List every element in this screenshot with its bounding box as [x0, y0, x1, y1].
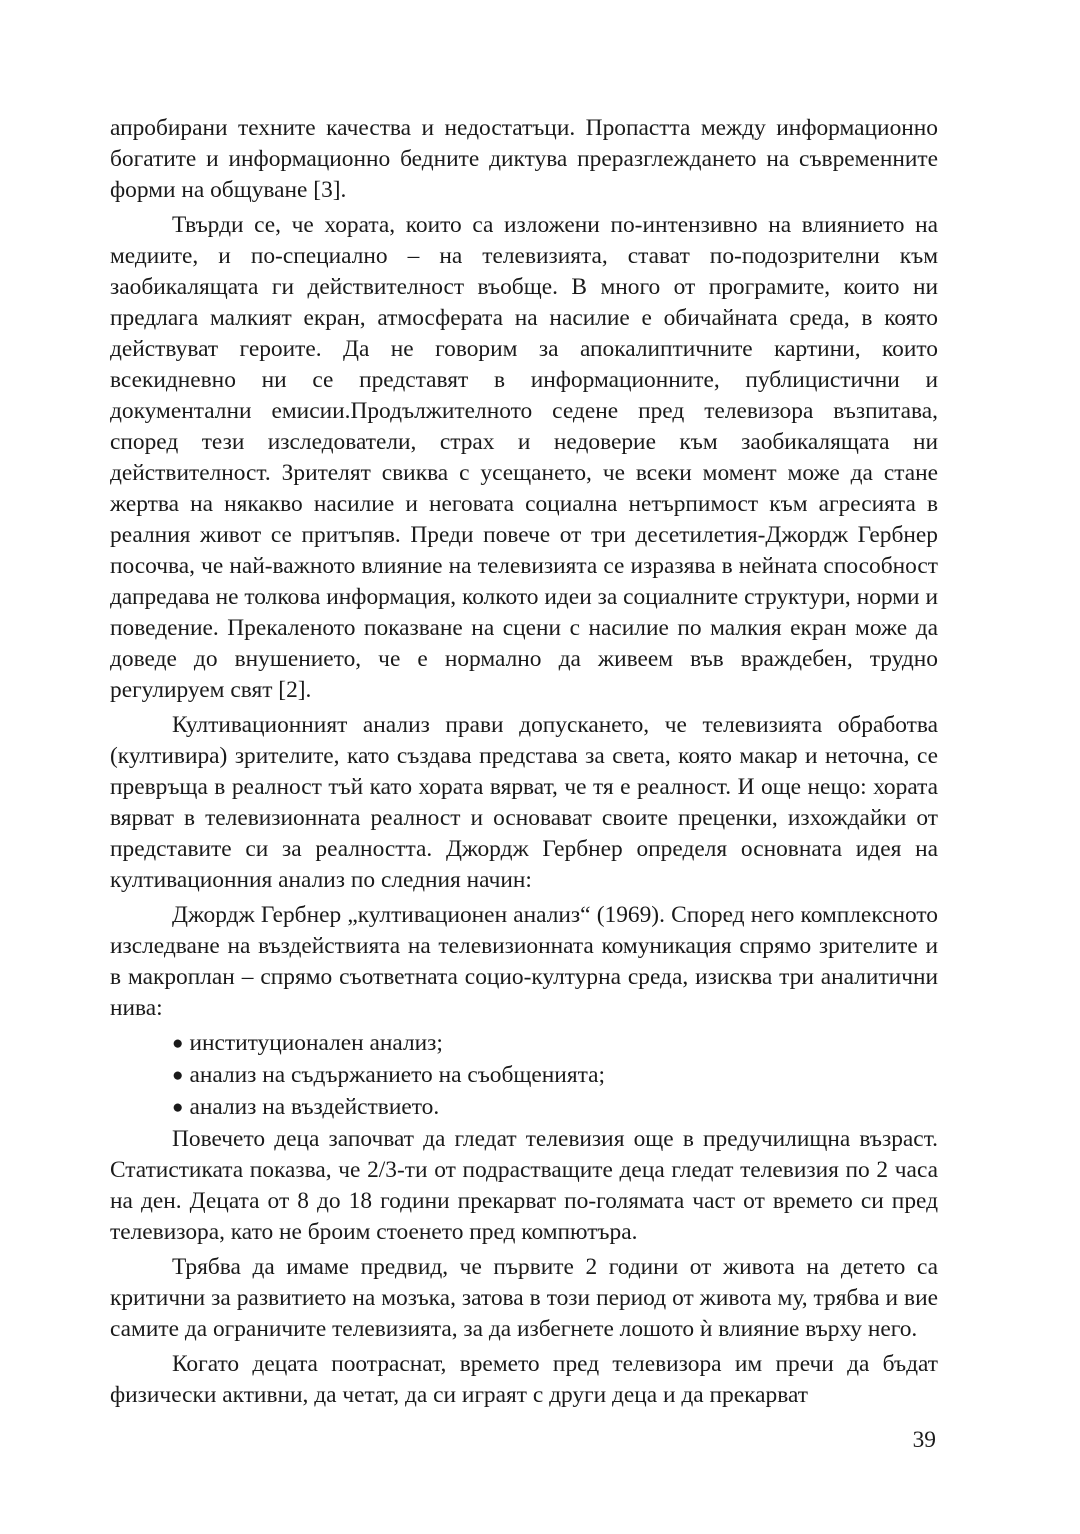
paragraph-cultivation-analysis: Култивационният анализ прави допускането, че телевизията обработва (култивира) зрителите, като създава представа за света, която макар и неточна, се превръща в реалност тъй като хората вярват, че тя е реалност. И още нещо: хората вярват в телевизионната реалност и основават своите преценки, изхождайки от представите си за реалността. Джордж Гербнер определя основната идея на култивационния анализ по следния начин: [110, 712, 938, 893]
list-item: ● институционален анализ; [172, 1028, 938, 1060]
paragraph-older-children: Когато децата поотраснат, времето пред телевизора им пречи да бъдат физически активни, да четат, да си играят с други деца и да прекарват [110, 1351, 938, 1408]
paragraph-first-two-years: Трябва да имаме предвид, че първите 2 години от живота на детето са критични за развитието на мозъка, затова в този период от живота му, трябва и вие самите да ограничите телевизията, за да избегнете лошото ѝ влияние върху него. [110, 1254, 938, 1342]
list-item: ● анализ на въздействието. [172, 1092, 938, 1124]
paragraph-continuation: апробирани техните качества и недостатъци. Пропастта между информационно богатите и информационно бедните диктува преразглеждането на съвременните форми на общуване [3]. [110, 115, 938, 203]
paragraph-gerbner-levels: Джордж Гербнер „култивационен анализ“ (1969). Според него комплексното изследване на въздействията на телевизионната комуникация спрямо зрителите и в макроплан – спрямо съответната социо-културна среда, изисква три аналитични нива: [110, 902, 938, 1021]
list-item: ● анализ на съдържанието на съобщенията; [172, 1060, 938, 1092]
paragraph-children-statistics: Повечето деца започват да гледат телевизия още в предучилищна възраст. Статистиката показва, че 2/3-ти от подрастващите деца гледат телевизия по 2 часа на ден. Децата от 8 до 18 години прекарват по-голямата част от времето си пред телевизора, като не броим стоенето пред компютъра. [110, 1126, 938, 1245]
page-body [110, 113, 938, 1415]
page-number: 39 [912, 1427, 936, 1453]
analysis-levels-list [110, 1028, 938, 1124]
paragraph-media-influence: Твърди се, че хората, които са изложени по-интензивно на влиянието на медиите, и по-специално – на телевизията, стават по-подозрителни към заобикалящата ги действителност въобще. В много от програмите, които ни предлага малкият екран, атмосферата на насилие е обичайната среда, в която действуват героите. Да не говорим за апокалиптичните картини, които всекидневно ни се представят в информационните, публицистични и документални емисии.Продължителното седене пред телевизора възпитава, според тези изследователи, страх и недоверие към заобикалящата ни действителност. Зрителят свиква с усещането, че всеки момент може да стане жертва на някакво насилие и неговата социална нетърпимост към агресията в реалния живот се притъпяв. Преди повече от три десетилетия-Джордж Гербнер посочва, че най-важното влияние на телевизията се изразява в нейната способност дапредава не толкова информация, колкото идеи за социалните структури, норми и поведение. Прекаленото показване на сцени с насилие по малкия екран може да доведе до внушението, че е нормално да живеем във враждебен, трудно регулируем свят [2]. [110, 212, 938, 703]
